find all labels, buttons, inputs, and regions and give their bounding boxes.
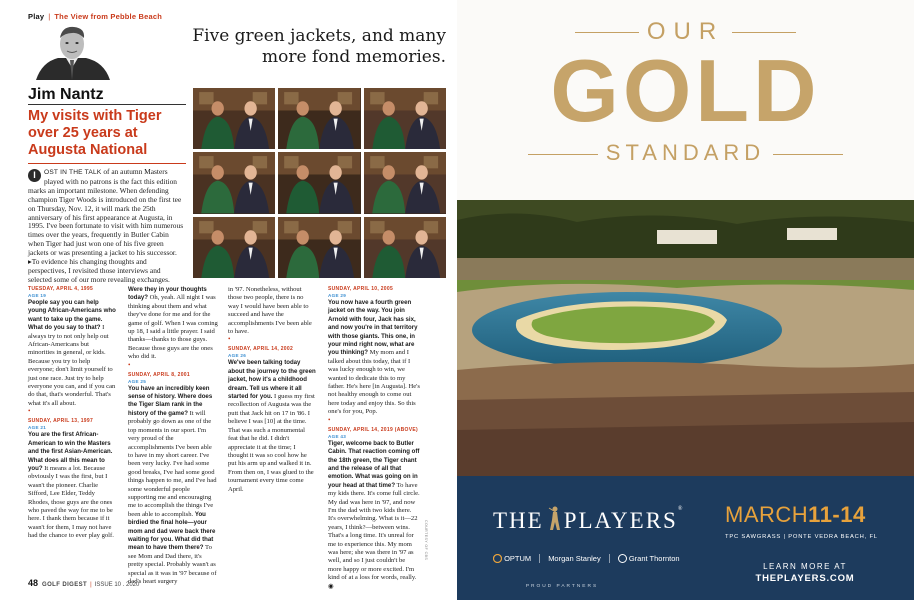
- entry-question: You are the first African-American to win the Masters and the first Asian-American. What does all this mean to you?: [28, 431, 113, 472]
- column-name: The View from Pebble Beach: [54, 12, 162, 21]
- footer-separator: |: [90, 582, 92, 588]
- entry-age: AGE 29: [328, 293, 347, 298]
- qa-column-2: [128, 286, 218, 590]
- qa-entry: [328, 427, 420, 591]
- entry-bullet: •: [328, 415, 331, 424]
- qa-column-3: [228, 286, 316, 498]
- event-month: MARCH: [725, 502, 809, 527]
- author-name: Jim Nantz: [28, 86, 104, 103]
- page-number: 48: [28, 578, 39, 588]
- page-footer: [28, 578, 139, 588]
- sponsor-row: [493, 554, 688, 563]
- entry-age: AGE 25: [128, 378, 147, 384]
- qa-entry: [128, 286, 218, 368]
- dropcap: I: [28, 169, 41, 182]
- entry-age: AGE 43: [328, 433, 347, 439]
- issue-label: ISSUE 10 . 2020: [94, 582, 140, 588]
- qa-entry: [128, 372, 218, 587]
- entry-answer: Oh, yeah. All night I was thinking about them and what they've done for me and for the game of golf. When I was coming up 18, I said a little prayer. I said thanks—thanks to those guys. Because those guys are the ones who did it.: [128, 294, 218, 361]
- entry-answer: I always try to not only help out African-Americans but minorities in general, or kids. Because you try to help everyone; don't limit yourself to just one race. Just try to help everyone you can, and if you can do that, that's wonderful. That's what it's all about.: [28, 324, 116, 407]
- section-label: Play: [28, 12, 45, 21]
- entry-bullet: •: [128, 360, 131, 369]
- intro-paragraph-2: ▸To evidence his changing thoughts and perspectives, I revisited those interviews and selected some of our more revealing exchanges.: [28, 257, 170, 284]
- sponsor-grant-thornton: [609, 554, 688, 563]
- story-title: My visits with Tiger over 25 years at Augusta National: [28, 108, 162, 158]
- proud-partners-label: PROUD PARTNERS: [525, 584, 599, 589]
- qa-column-1: [28, 286, 116, 545]
- tagline: Five green jackets, and many more fond memories.: [192, 26, 446, 67]
- intro-paragraph: [28, 168, 186, 258]
- qa-entry: [28, 286, 116, 414]
- entry-age: AGE 26: [228, 353, 247, 359]
- photo-1997: [278, 88, 360, 149]
- event-days: 11-14: [808, 502, 866, 527]
- entry-answer: My mom and I talked about this today, that if I was lucky enough to win, we wanted to dedicate this to my father. He's here [in Augusta]. He's not healthy enough to come out here today and enjoy this. So this one's for you, Pop.: [328, 349, 420, 416]
- qa-column-4: [328, 286, 420, 595]
- photo-2020: [364, 217, 446, 278]
- ad-standard-text: STANDARD: [605, 140, 766, 165]
- entry-answer: It will probably go down as one of the top moments in our sport. I'm very proud of the accomplishments I've been able to have in my short career. I've been very lucky. I've had some good breaks, I've had some good things happen to me, and I've had some wonderful people supporting me and encouraging me to accomplish the things I've been able to accomplish.: [128, 409, 217, 518]
- entry-date: SUNDAY, APRIL 14, 2002: [228, 346, 294, 353]
- entry-question: You have an incredibly keen sense of history. Where does the Tiger Slam rank in the history of the game?: [128, 384, 213, 417]
- intro-text: [28, 168, 186, 285]
- title-rule-bottom: [28, 163, 186, 164]
- sponsor-label: Grant Thornton: [628, 554, 680, 563]
- entry-date: SUNDAY, APRIL 14, 2019 (ABOVE): [328, 426, 418, 433]
- photo-2001: [364, 88, 446, 149]
- entry-question: We've been talking today about the journey to the green jacket, how it's a childhood dream. Tell us where it all started for you.: [228, 359, 316, 401]
- entry-question: Were they in your thoughts today?: [128, 286, 207, 302]
- photo-2019: [278, 217, 360, 278]
- ad-our-text: OUR: [646, 18, 725, 45]
- entry-age: AGE 19: [28, 293, 47, 298]
- intro-body: of an autumn Masters played with no patrons is the fact this edition marks an important milestone. When defending champion Tiger Woods is introduced on the first tee on Thursday, Nov. 12, it will mark the 25th anniversary of his first appearance at Augusta, in 1995. I've been fortunate to visit with him numerous times over the years, frequently in Butler Cabin when Tiger had just won one of his five green jackets or was presenting a jacket to his successor.: [28, 167, 184, 258]
- players-logo: [493, 506, 684, 534]
- sponsor-optum: [493, 554, 539, 563]
- entry-question: Tiger, welcome back to Butler Cabin. That reaction coming off the 18th green, the Tiger chant and the release of all that emotion. What was going on in your head at that time?: [328, 439, 420, 489]
- entry-question: You now have a fourth green jacket on the way. You join Arnold with four, Jack has six, and now you're in that territory with those giants. This one, in your mind right now, what are you thinking?: [328, 299, 418, 357]
- entry-date: SUNDAY, APRIL 10, 2005: [328, 286, 394, 292]
- photo-1995: [193, 88, 275, 149]
- entry-answer: It means a lot. Because obviously I was the first, but I wasn't the pioneer. Charlie Sifford, Lee Elder, Teddy Rhodes, those guys are the ones who paved the way for me to be here. I thank them because if it wasn't for them, I may not have had the chance to ever play golf.: [28, 464, 114, 540]
- qa-entry: [328, 286, 420, 423]
- stadium-photo: [457, 170, 914, 476]
- entry-question: People say you can help young African-Americans who want to take up the game. What do you say to that?: [28, 299, 116, 332]
- golfer-icon: [547, 506, 561, 532]
- section-header: [28, 12, 162, 21]
- entry-bullet: •: [228, 335, 231, 344]
- entry-answer: I guess my first recollection of Augusta was the putt that Jack hit on 17 in '86. I believe I was [10] at the time. That was such a monumental feat that he did. I didn't appreciate it at the time; I thought it was so cool how he put his arm up and walked it in. From then on, I was glued to the tournament every time come April.: [228, 393, 315, 493]
- players-advertisement: [457, 0, 914, 600]
- photo-2005: [278, 152, 360, 213]
- logo-players: PLAYERS: [563, 508, 678, 533]
- author-headshot: [28, 24, 116, 80]
- entry-answer-2: To see Mom and Dad there, it's pretty special. Probably wasn't as special as it was in '97 because of dad's heart surgery: [128, 544, 217, 585]
- magazine-name: GOLF DIGEST: [42, 582, 88, 588]
- entry-question-2: You birdied the final hole—your mom and dad were back there waiting for you. What did that mean to have them there?: [128, 510, 216, 552]
- title-rule-top: [28, 104, 186, 105]
- qa-entry: [28, 418, 116, 540]
- optum-icon: [493, 554, 502, 563]
- sponsor-label: OPTUM: [504, 554, 532, 563]
- learn-more-text: LEARN MORE AT: [763, 562, 847, 571]
- photo-2008: [364, 152, 446, 213]
- qa-entry: [228, 286, 316, 342]
- event-date: [725, 502, 866, 528]
- sponsor-label: Morgan Stanley: [548, 554, 601, 563]
- qa-entry: [228, 346, 316, 494]
- section-separator: |: [48, 12, 51, 21]
- entry-answer: To have my kids there. It's come full circle. My dad was here in '97, and now I'm the dad with two kids there. It's overwhelming. What is it—22 years, I think?—between wins. That's a long time. It's unreal for me to experience this. My mom was here; she was there in '97 as well, and so I just couldn't be more happy or more excited. I'm kind of at a loss for words, really. ◉: [328, 481, 420, 590]
- butler-cabin-photo-grid: [193, 88, 446, 278]
- event-url: THEPLAYERS.COM: [755, 573, 855, 584]
- photo-credit: COURTESY OF CBS: [424, 520, 428, 561]
- ad-footer-band: [457, 476, 914, 600]
- entry-date: SUNDAY, APRIL 8, 2001: [128, 371, 190, 378]
- entry-answer: in '97. Nonetheless, without those two people, there is no way I would have been able to succeed and have the accomplishments I've been able to have.: [228, 286, 312, 336]
- entry-date: SUNDAY, APRIL 13, 1997: [28, 418, 94, 425]
- sponsor-morgan-stanley: [539, 554, 609, 563]
- trademark: ®: [677, 506, 685, 512]
- logo-the: THE: [493, 508, 544, 533]
- ad-gold: GOLD: [550, 41, 821, 140]
- grant-thornton-icon: [618, 554, 627, 563]
- photo-2002: [193, 152, 275, 213]
- entry-bullet: •: [28, 407, 31, 416]
- ad-standard: [457, 140, 914, 166]
- event-venue: TPC SAWGRASS | PONTE VEDRA BEACH, FL: [725, 534, 878, 540]
- entry-age: AGE 21: [28, 425, 47, 431]
- entry-date: TUESDAY, APRIL 4, 1995: [28, 286, 94, 292]
- intro-lead: OST IN THE TALK: [44, 169, 102, 176]
- photo-2009: [193, 217, 275, 278]
